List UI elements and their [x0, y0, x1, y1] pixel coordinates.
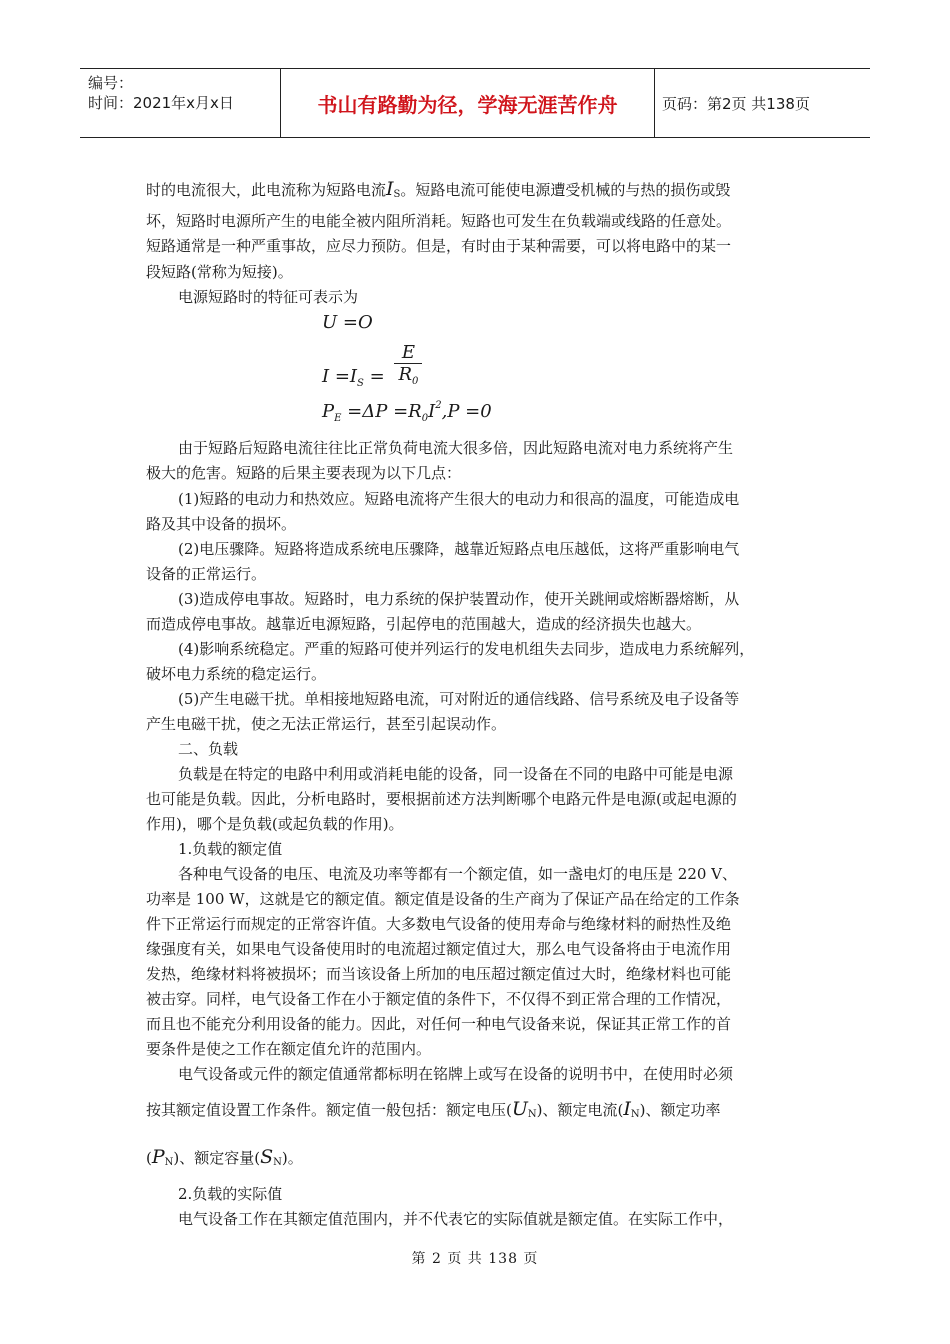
- list-item: (2)电压骤降。短路将造成系统电压骤降，越靠近短路点电压越低，这将严重影响电气: [178, 540, 740, 558]
- equation-3: $P_E =\Delta P =R_0I^2,P =0$: [322, 400, 492, 424]
- text-line: 极大的危害。短路的后果主要表现为以下几点：: [146, 464, 462, 482]
- subsection-heading: 1.负载的额定值: [178, 840, 283, 858]
- header-meta: [80, 69, 281, 137]
- text-line: 短路通常是一种严重事故，应尽力预防。但是，有时由于某种需要，可以将电路中的某一: [146, 237, 732, 255]
- text-line: 段短路(常称为短接)。: [146, 263, 293, 281]
- list-item: (3)造成停电事故。短路时，电力系统的保护装置动作，使开关跳闸或熔断器熔断，从: [178, 590, 740, 608]
- text-line: 各种电气设备的电压、电流及功率等都有一个额定值，如一盏电灯的电压是 220 V、: [178, 865, 738, 883]
- text-line: 作用)，哪个是负载(或起负载的作用)。: [146, 815, 404, 833]
- text-line: 而且也不能充分利用设备的能力。因此，对任何一种电气设备来说，保证其正常工作的首: [146, 1015, 732, 1033]
- page-header: [80, 68, 870, 138]
- page-footer: 第 2 页 共 138 页: [411, 1251, 539, 1267]
- text-line: 坏，短路时电源所产生的电能全被内阻所消耗。短路也可发生在负载端或线路的任意处。: [146, 212, 732, 230]
- header-motto: 书山有路勤为径，学海无涯苦作舟: [281, 69, 655, 137]
- equation-2: $I =I_S$ = $\frac{E}{R_0}$: [322, 342, 422, 387]
- symbol-un: UN: [511, 1098, 537, 1120]
- section-heading: 二、负载: [178, 740, 239, 758]
- text-line: 也可能是负载。因此，分析电路时，要根据前述方法判断哪个电路元件是电源(或起电源的: [146, 790, 737, 808]
- list-item: (1)短路的电动力和热效应。短路电流将产生很大的电动力和很高的温度，可能造成电: [178, 490, 740, 508]
- text-line: 功率是 100 W，这就是它的额定值。额定值是设备的生产商为了保证产品在给定的工作条: [146, 890, 740, 908]
- equation-1: U =O: [322, 312, 373, 333]
- text-line: 设备的正常运行。: [146, 565, 267, 583]
- symbol-sn: SN: [260, 1146, 282, 1168]
- text-line: 破坏电力系统的稳定运行。: [146, 665, 327, 683]
- text-line: 路及其中设备的损坏。: [146, 515, 297, 533]
- symbol-pn: PN: [151, 1146, 174, 1168]
- symbol-in: IN: [623, 1098, 640, 1120]
- text-line: 电气设备工作在其额定值范围内，并不代表它的实际值就是额定值。在实际工作中，: [178, 1210, 734, 1228]
- subsection-heading: 2.负载的实际值: [178, 1185, 283, 1203]
- text-line: 负载是在特定的电路中利用或消耗电能的设备，同一设备在不同的电路中可能是电源: [178, 765, 734, 783]
- text-line: 按其额定值设置工作条件。额定值一般包括：额定电压(UN)、额定电流(IN)、额定功率: [146, 1098, 721, 1120]
- number-label: 编号：: [88, 74, 134, 92]
- text-line: 缘强度有关，如果电气设备使用时的电流超过额定值过大，那么电气设备将由于电流作用: [146, 940, 732, 958]
- text-line: (PN)、额定容量(SN)。: [146, 1146, 303, 1168]
- list-item: (5)产生电磁干扰。单相接地短路电流，可对附近的通信线路、信号系统及电子设备等: [178, 690, 740, 708]
- fraction: $\frac{E}{R_0}$: [394, 342, 422, 387]
- text-line: 电气设备或元件的额定值通常都标明在铭牌上或写在设备的说明书中，在使用时必须: [178, 1065, 734, 1083]
- text-line: 而造成停电事故。越靠近电源短路，引起停电的范围越大，造成的经济损失也越大。: [146, 615, 702, 633]
- time-label: 时间：2021年x月x日: [88, 94, 234, 112]
- text-line: 由于短路后短路电流往往比正常负荷电流大很多倍，因此短路电流对电力系统将产生: [178, 439, 734, 457]
- symbol-is: IS: [386, 178, 401, 200]
- text-line: 件下正常运行而规定的正常容许值。大多数电气设备的使用寿命与绝缘材料的耐热性及绝: [146, 915, 732, 933]
- text-line: 电源短路时的特征可表示为: [178, 288, 359, 306]
- text-line: 要条件是使之工作在额定值允许的范围内。: [146, 1040, 432, 1058]
- text-line: 发热，绝缘材料将被损坏；而当该设备上所加的电压超过额定值过大时，绝缘材料也可能: [146, 965, 732, 983]
- text-line: 产生电磁干扰，使之无法正常运行，甚至引起误动作。: [146, 715, 507, 733]
- text-line: 时的电流很大，此电流称为短路电流IS。短路电流可能使电源遭受机械的与热的损伤或毁: [146, 178, 731, 200]
- header-page-info: 页码：第2页 共138页: [662, 94, 810, 113]
- text-line: 被击穿。同样，电气设备工作在小于额定值的条件下，不仅得不到正常合理的工作情况，: [146, 990, 732, 1008]
- list-item: (4)影响系统稳定。严重的短路可使并列运行的发电机组失去同步，造成电力系统解列，: [178, 640, 755, 658]
